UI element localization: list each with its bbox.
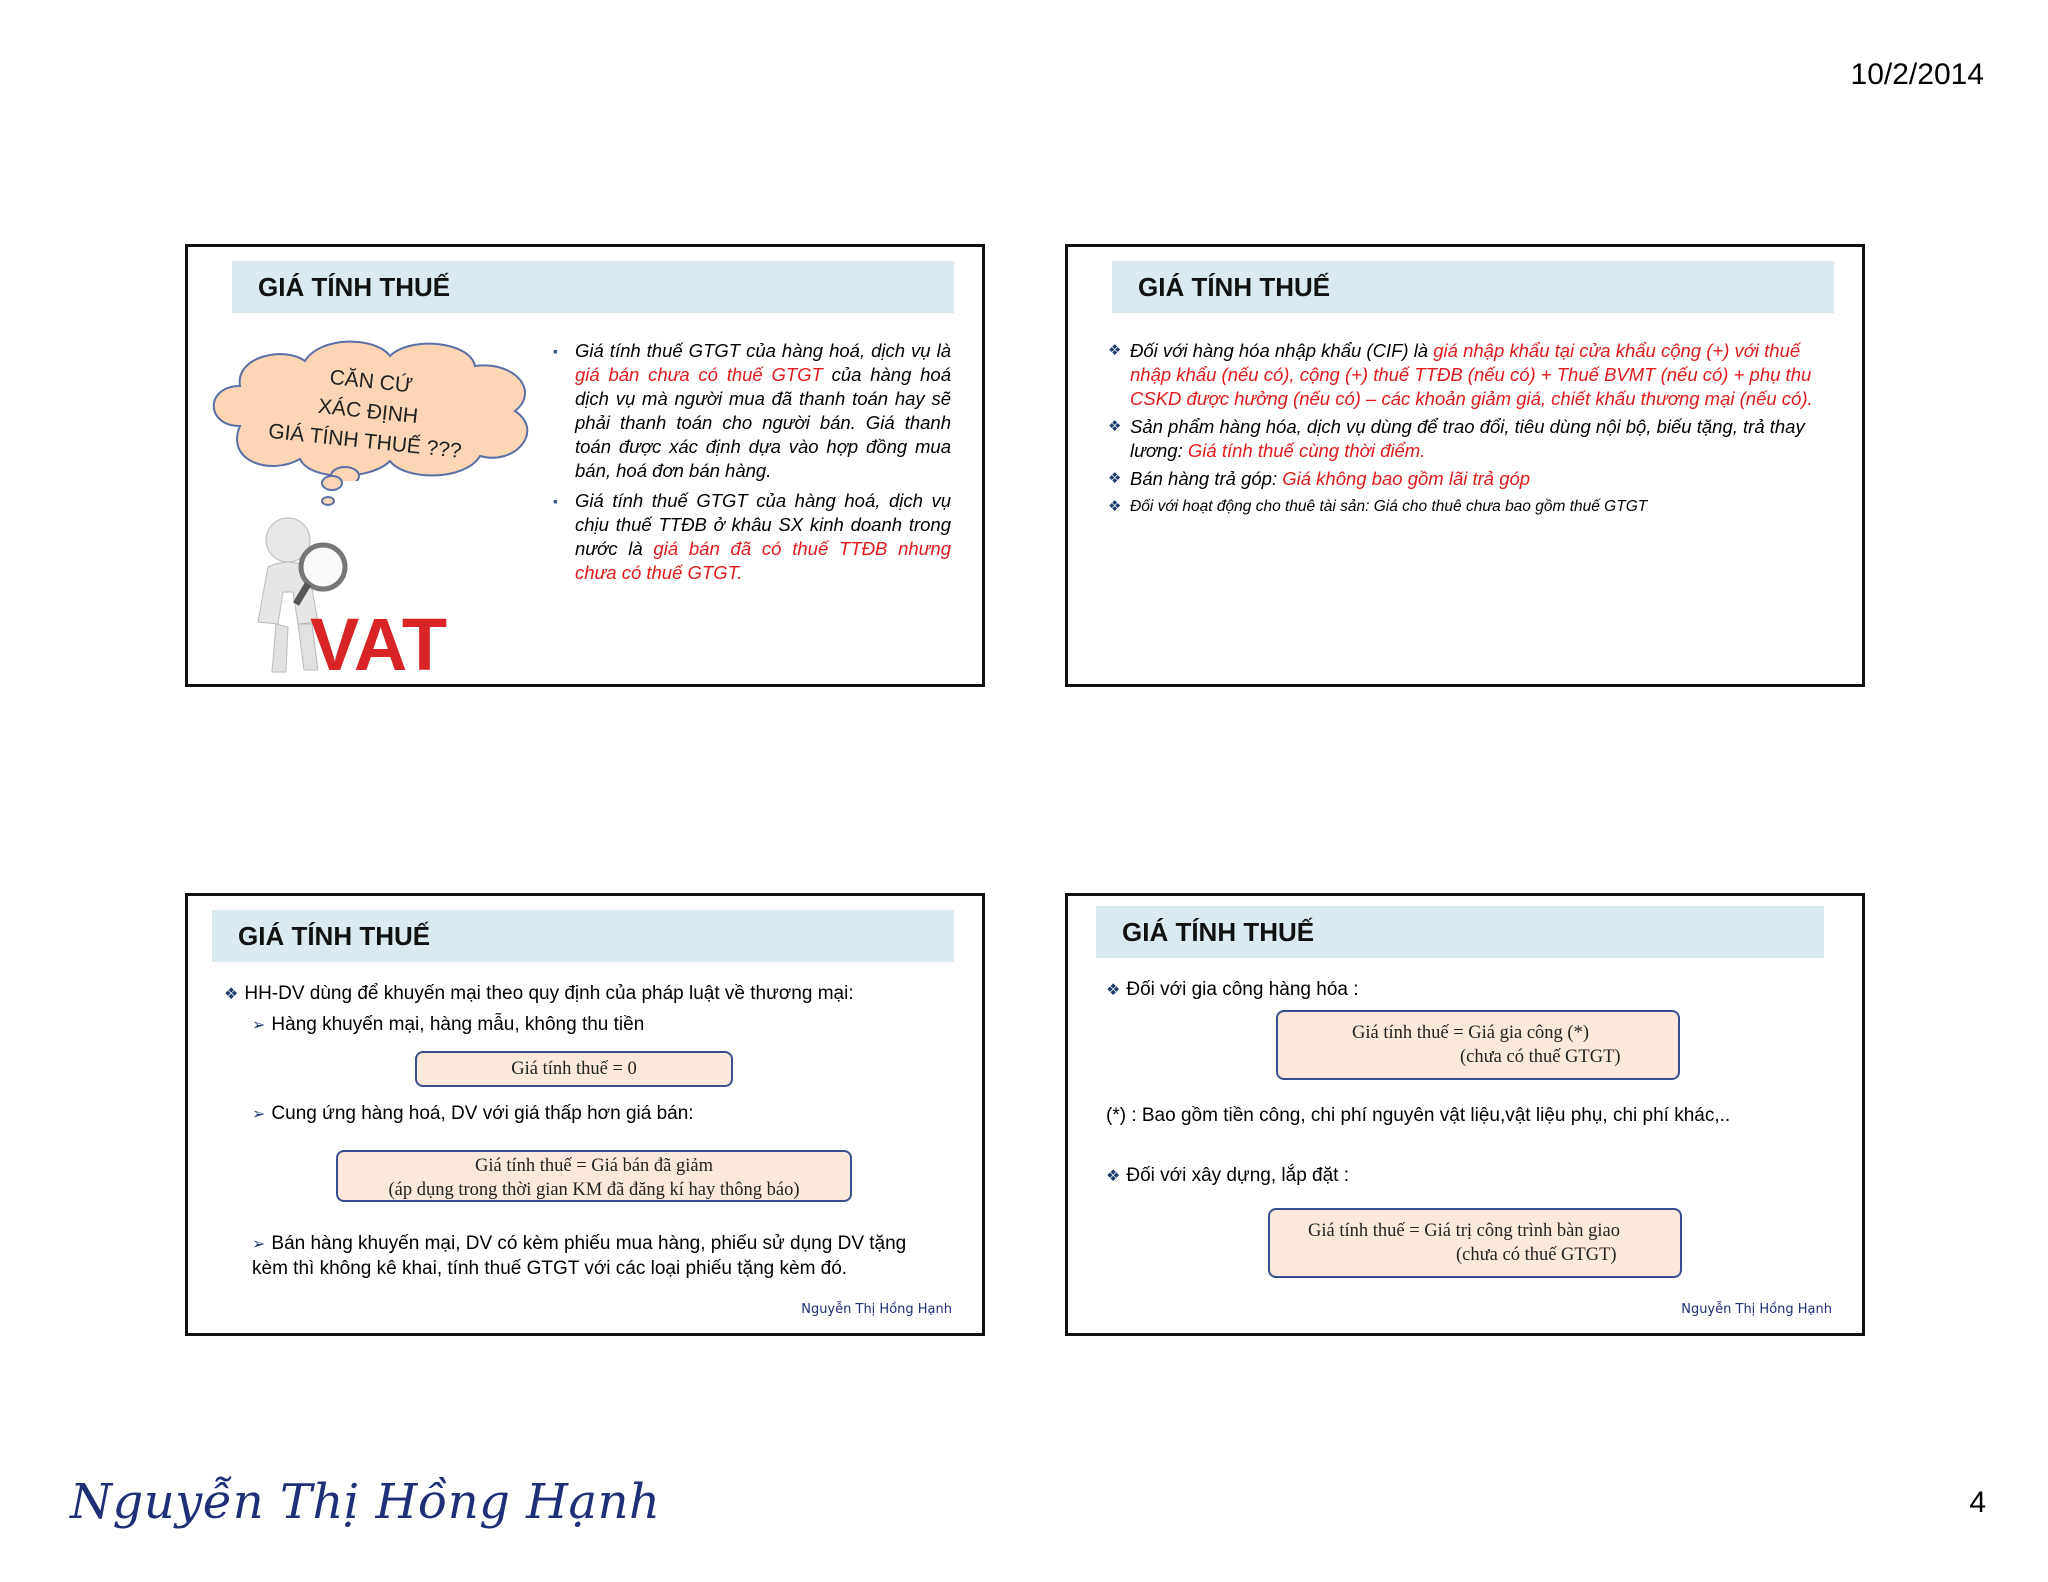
thought-bubble-icon — [318, 473, 358, 513]
slide-signature: Nguyễn Thị Hồng Hạnh — [801, 1302, 952, 1317]
slide-2 — [1065, 244, 1865, 687]
arrow-bullet-icon: ➢ — [252, 1017, 266, 1034]
list-item: ❖ Đối với gia công hàng hóa : — [1106, 979, 1359, 1000]
intro-line: ❖ HH-DV dùng để khuyến mại theo quy định của pháp luật về thương mại: — [224, 983, 854, 1004]
cloud-line: CĂN CỨ — [328, 365, 414, 398]
note-line: (*) : Bao gồm tiền công, chi phí nguyên vật liệu,vật liệu phụ, chi phí khác,.. — [1106, 1105, 1731, 1126]
sub-line: ➢ Bán hàng khuyến mại, DV có kèm phiếu mua hàng, phiếu sử dụng DV tặng kèm thì không kê khai, tính thuế GTGT với các loại phiếu tặng kèm đó. — [252, 1233, 907, 1279]
bullet-item: ▪ Giá tính thuế GTGT của hàng hoá, dịch vụ là giá bán chưa có thuế GTGT của hàng hoá dịch vụ mà người mua đã thanh toán hay sẽ phải thanh toán cho người bán. Giá thanh toán được xác định dựa vào hợp đồng mua bán, hoá đơn bán hàng. — [575, 339, 951, 483]
list-item: ❖ Đối với xây dựng, lắp đặt : — [1106, 1165, 1350, 1186]
arrow-bullet-icon: ➢ — [252, 1236, 266, 1253]
slide-title: GIÁ TÍNH THUẾ — [212, 910, 954, 962]
slide-4 — [1065, 893, 1865, 1336]
formula-box: Giá tính thuế = Giá trị công trình bàn giao (chưa có thuế GTGT) — [1268, 1208, 1682, 1278]
magnifier-figure-icon — [228, 512, 458, 682]
list-item: ❖ Bán hàng trả góp: Giá không bao gồm lãi trả góp — [1108, 467, 1828, 491]
diamond-bullet-icon: ❖ — [1106, 982, 1121, 999]
vat-label: VAT — [310, 603, 448, 682]
author-name: Nguyễn Thị Hồng Hạnh — [70, 1474, 661, 1530]
formula-box: Giá tính thuế = 0 — [415, 1051, 733, 1087]
list-item: ❖ Đối với hàng hóa nhập khẩu (CIF) là giá nhập khẩu tại cửa khẩu cộng (+) với thuế nhập khẩu (nếu có), cộng (+) thuế TTĐB (nếu có) + Thuế BVMT (nếu có) + phụ thu CSKD được hưởng (nếu có) – các khoản giảm giá, chiết khấu thương mại (nếu có). — [1108, 339, 1828, 411]
page-number: 4 — [1969, 1486, 1986, 1519]
cloud-line: XÁC ĐỊNH — [316, 394, 420, 429]
diamond-bullet-icon: ❖ — [224, 986, 239, 1003]
list-item: ❖ Đối với hoạt động cho thuê tài sản: Giá cho thuê chưa bao gồm thuế GTGT — [1108, 495, 1828, 519]
slide-1 — [185, 244, 985, 687]
slide-title: GIÁ TÍNH THUẾ — [232, 261, 954, 313]
arrow-bullet-icon: ➢ — [252, 1106, 266, 1123]
bullet-item: ▪ Giá tính thuế GTGT của hàng hoá, dịch vụ chịu thuế TTĐB ở khâu SX kinh doanh trong nước là giá bán đã có thuế TTĐB nhưng chưa có thuế GTGT. — [575, 489, 951, 585]
slide-2-text — [1108, 339, 1828, 523]
sub-line: ➢ Cung ứng hàng hoá, DV với giá thấp hơn giá bán: — [252, 1103, 694, 1124]
list-item: ❖ Sản phẩm hàng hóa, dịch vụ dùng để trao đổi, tiêu dùng nội bộ, biếu tặng, trả thay lương: Giá tính thuế cùng thời điểm. — [1108, 415, 1828, 463]
slide-1-text — [553, 339, 951, 591]
slide-title: GIÁ TÍNH THUẾ — [1096, 906, 1824, 958]
sub-line: ➢ Hàng khuyến mại, hàng mẫu, không thu tiền — [252, 1014, 645, 1035]
diamond-bullet-icon: ❖ — [1106, 1168, 1121, 1185]
formula-box: Giá tính thuế = Giá bán đã giảm (áp dụng trong thời gian KM đã đăng kí hay thông báo) — [336, 1150, 852, 1202]
slide-title: GIÁ TÍNH THUẾ — [1112, 261, 1834, 313]
page-date: 10/2/2014 — [1850, 58, 1984, 91]
cloud-line: GIÁ TÍNH THUẾ ??? — [267, 419, 463, 463]
slide-signature: Nguyễn Thị Hồng Hạnh — [1681, 1302, 1832, 1317]
formula-box: Giá tính thuế = Giá gia công (*) (chưa có thuế GTGT) — [1276, 1010, 1680, 1080]
slide-3 — [185, 893, 985, 1336]
